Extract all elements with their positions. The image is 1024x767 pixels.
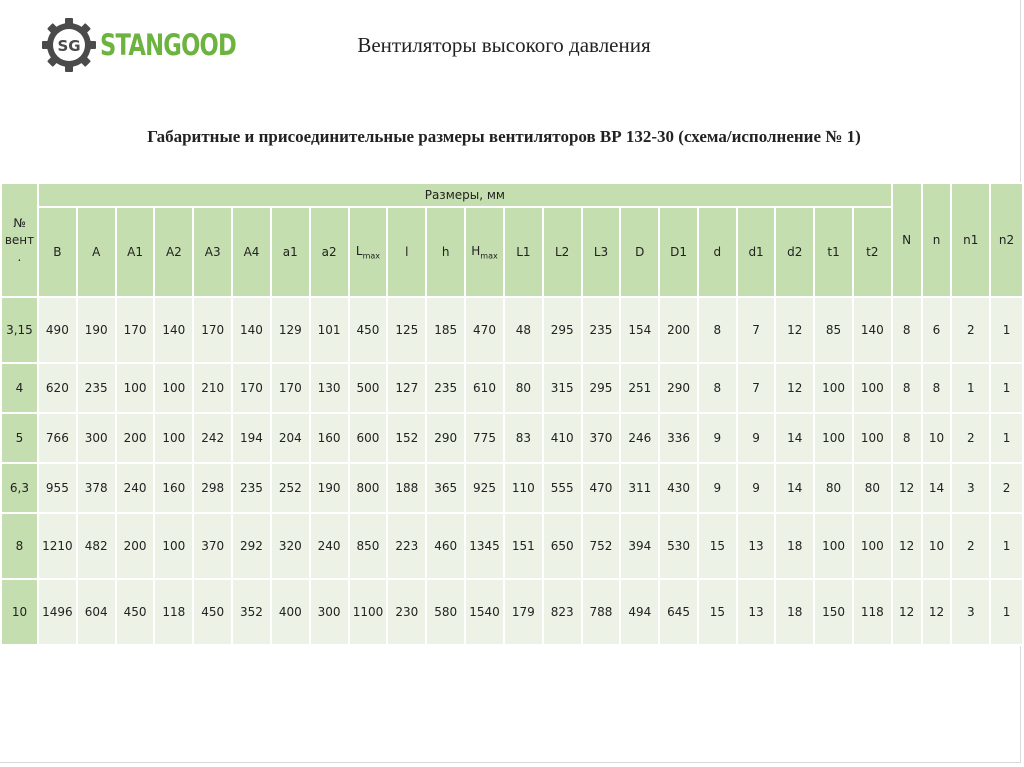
header-vent-number: № вент . xyxy=(1,183,38,297)
table-cell-extra: 12 xyxy=(892,463,922,513)
header-n1-2: n1 xyxy=(951,183,990,297)
table-cell: 300 xyxy=(77,413,116,463)
table-cell: 190 xyxy=(310,463,349,513)
table-cell: 188 xyxy=(387,463,426,513)
table-cell: 85 xyxy=(814,297,853,363)
table-cell: 160 xyxy=(310,413,349,463)
table-cell: 370 xyxy=(582,413,621,463)
table-cell: 788 xyxy=(582,579,621,645)
table-cell: 80 xyxy=(853,463,892,513)
table-cell: 14 xyxy=(775,413,814,463)
table-cell: 12 xyxy=(775,297,814,363)
table-cell: 620 xyxy=(38,363,77,413)
table-cell: 18 xyxy=(775,579,814,645)
header-col-label: t1 xyxy=(827,245,840,259)
header-col-label: A2 xyxy=(165,245,182,259)
table-cell-extra: 2 xyxy=(951,413,990,463)
header-row-group xyxy=(1,183,1023,207)
table-cell: 9 xyxy=(737,413,776,463)
table-cell: 151 xyxy=(504,513,543,579)
table-cell: 610 xyxy=(465,363,504,413)
table-cell: 80 xyxy=(814,463,853,513)
header-col-12 xyxy=(504,207,543,297)
header-col-20 xyxy=(814,207,853,297)
header-col-2 xyxy=(116,207,155,297)
table-cell: 235 xyxy=(426,363,465,413)
table-row xyxy=(1,297,1023,363)
header-col-9 xyxy=(387,207,426,297)
table-cell: 80 xyxy=(504,363,543,413)
table-cell: 955 xyxy=(38,463,77,513)
table-cell-extra: 2 xyxy=(990,463,1023,513)
table-cell: 100 xyxy=(814,363,853,413)
header-col-label: a1 xyxy=(282,245,298,259)
table-cell: 775 xyxy=(465,413,504,463)
table-cell: 100 xyxy=(853,363,892,413)
table-cell: 235 xyxy=(232,463,271,513)
table-cell: 140 xyxy=(154,297,193,363)
table-cell: 470 xyxy=(465,297,504,363)
table-cell: 460 xyxy=(426,513,465,579)
table-cell: 600 xyxy=(349,413,388,463)
table-cell: 290 xyxy=(659,363,698,413)
table-cell-extra: 8 xyxy=(892,413,922,463)
header-col-label: L2 xyxy=(555,245,570,259)
table-cell: 160 xyxy=(154,463,193,513)
table-cell: 290 xyxy=(426,413,465,463)
header-col-label: L1 xyxy=(516,245,531,259)
table-cell-extra: 10 xyxy=(922,513,952,579)
table-cell: 311 xyxy=(620,463,659,513)
table-cell: 320 xyxy=(271,513,310,579)
table-cell: 482 xyxy=(77,513,116,579)
table-cell: 352 xyxy=(232,579,271,645)
table-caption: Габаритные и присоединительные размеры вентиляторов ВР 132-30 (схема/исполнение № 1) xyxy=(147,127,861,146)
header-col-14 xyxy=(582,207,621,297)
table-cell: 252 xyxy=(271,463,310,513)
table-cell: 1540 xyxy=(465,579,504,645)
row-vent-number: 6,3 xyxy=(1,463,38,513)
table-cell: 555 xyxy=(543,463,582,513)
table-cell: 230 xyxy=(387,579,426,645)
table-cell: 490 xyxy=(38,297,77,363)
table-cell: 1496 xyxy=(38,579,77,645)
table-cell: 100 xyxy=(154,513,193,579)
table-cell: 240 xyxy=(310,513,349,579)
header-col-11 xyxy=(465,207,504,297)
table-cell: 200 xyxy=(116,513,155,579)
header-col-label: D1 xyxy=(670,245,688,259)
table-cell: 13 xyxy=(737,579,776,645)
page-title: Вентиляторы высокого давления xyxy=(357,33,651,57)
table-cell: 125 xyxy=(387,297,426,363)
table-cell: 315 xyxy=(543,363,582,413)
table-cell: 8 xyxy=(698,297,737,363)
header-col-1 xyxy=(77,207,116,297)
table-cell: 800 xyxy=(349,463,388,513)
table-cell-extra: 1 xyxy=(951,363,990,413)
table-cell: 152 xyxy=(387,413,426,463)
table-cell-extra: 8 xyxy=(892,363,922,413)
table-cell: 210 xyxy=(193,363,232,413)
table-cell: 766 xyxy=(38,413,77,463)
table-cell: 9 xyxy=(698,463,737,513)
header-col-label: d1 xyxy=(748,245,764,259)
header-col-7 xyxy=(310,207,349,297)
table-cell-extra: 12 xyxy=(922,579,952,645)
table-cell: 100 xyxy=(154,363,193,413)
table-cell: 9 xyxy=(698,413,737,463)
table-cell: 1100 xyxy=(349,579,388,645)
header-col-label: H xyxy=(471,243,481,258)
table-cell: 185 xyxy=(426,297,465,363)
row-vent-number: 4 xyxy=(1,363,38,413)
header-col-label: D xyxy=(635,245,645,259)
table-cell: 170 xyxy=(232,363,271,413)
header-col-subscript: max xyxy=(362,251,381,261)
header-col-label: L3 xyxy=(593,245,609,259)
table-cell: 150 xyxy=(814,579,853,645)
table-row xyxy=(1,363,1023,413)
table-cell: 292 xyxy=(232,513,271,579)
table-cell: 100 xyxy=(154,413,193,463)
table-cell: 204 xyxy=(271,413,310,463)
table-cell-extra: 1 xyxy=(990,297,1023,363)
table-cell: 100 xyxy=(853,413,892,463)
logo-name: STANGOOD xyxy=(100,28,236,62)
table-cell: 530 xyxy=(659,513,698,579)
table-cell-extra: 12 xyxy=(892,579,922,645)
table-cell-extra: 1 xyxy=(990,579,1023,645)
table-cell: 235 xyxy=(582,297,621,363)
table-cell: 604 xyxy=(77,579,116,645)
row-vent-number: 10 xyxy=(1,579,38,645)
table-cell: 7 xyxy=(737,297,776,363)
header-col-13 xyxy=(543,207,582,297)
header-col-label: l xyxy=(405,245,409,259)
logo-badge-text: SG xyxy=(57,37,81,55)
header-n-1: n xyxy=(922,183,952,297)
table-cell: 400 xyxy=(271,579,310,645)
table-cell: 118 xyxy=(853,579,892,645)
table-cell-extra: 2 xyxy=(951,297,990,363)
table-cell-extra: 14 xyxy=(922,463,952,513)
table-cell: 190 xyxy=(77,297,116,363)
row-vent-number: 5 xyxy=(1,413,38,463)
table-cell: 7 xyxy=(737,363,776,413)
table-cell: 650 xyxy=(543,513,582,579)
header-col-0 xyxy=(38,207,77,297)
table-row xyxy=(1,579,1023,645)
table-cell: 251 xyxy=(620,363,659,413)
table-cell: 200 xyxy=(659,297,698,363)
header-col-16 xyxy=(659,207,698,297)
table-cell-extra: 8 xyxy=(922,363,952,413)
header-col-10 xyxy=(426,207,465,297)
header-col-17 xyxy=(698,207,737,297)
table-cell: 430 xyxy=(659,463,698,513)
table-cell: 242 xyxy=(193,413,232,463)
table-row xyxy=(1,513,1023,579)
table-cell: 223 xyxy=(387,513,426,579)
table-cell: 300 xyxy=(310,579,349,645)
table-cell: 9 xyxy=(737,463,776,513)
header-col-label: A xyxy=(92,245,101,259)
table-cell: 118 xyxy=(154,579,193,645)
table-cell-extra: 3 xyxy=(951,579,990,645)
table-cell: 470 xyxy=(582,463,621,513)
table-cell: 240 xyxy=(116,463,155,513)
table-cell: 200 xyxy=(116,413,155,463)
table-cell: 14 xyxy=(775,463,814,513)
table-cell: 752 xyxy=(582,513,621,579)
table-cell: 127 xyxy=(387,363,426,413)
table-cell: 194 xyxy=(232,413,271,463)
table-cell: 8 xyxy=(698,363,737,413)
table-cell: 15 xyxy=(698,513,737,579)
header-col-label: A4 xyxy=(243,245,260,259)
table-cell-extra: 12 xyxy=(892,513,922,579)
header-col-label: d xyxy=(713,245,722,259)
table-cell: 154 xyxy=(620,297,659,363)
table-cell-extra: 2 xyxy=(951,513,990,579)
header-col-label: d2 xyxy=(787,245,803,259)
table-cell: 580 xyxy=(426,579,465,645)
table-cell: 394 xyxy=(620,513,659,579)
table-cell: 140 xyxy=(232,297,271,363)
table-cell: 298 xyxy=(193,463,232,513)
header-col-6 xyxy=(271,207,310,297)
table-cell: 850 xyxy=(349,513,388,579)
header-col-4 xyxy=(193,207,232,297)
table-cell: 336 xyxy=(659,413,698,463)
table-cell: 130 xyxy=(310,363,349,413)
row-vent-number: 3,15 xyxy=(1,297,38,363)
header-col-18 xyxy=(737,207,776,297)
table-cell: 179 xyxy=(504,579,543,645)
table-cell-extra: 6 xyxy=(922,297,952,363)
table-cell: 925 xyxy=(465,463,504,513)
header-col-label: a2 xyxy=(321,245,337,259)
table-cell: 12 xyxy=(775,363,814,413)
table-cell: 450 xyxy=(116,579,155,645)
table-row xyxy=(1,413,1023,463)
header-col-19 xyxy=(775,207,814,297)
header-col-label: A1 xyxy=(127,245,143,259)
table-cell: 1345 xyxy=(465,513,504,579)
table-cell: 645 xyxy=(659,579,698,645)
table-cell-extra: 10 xyxy=(922,413,952,463)
table-cell: 15 xyxy=(698,579,737,645)
table-cell: 235 xyxy=(77,363,116,413)
table-cell-extra: 1 xyxy=(990,513,1023,579)
table-cell: 100 xyxy=(814,413,853,463)
table-cell: 48 xyxy=(504,297,543,363)
row-vent-number: 8 xyxy=(1,513,38,579)
header-col-8 xyxy=(349,207,388,297)
table-cell: 170 xyxy=(193,297,232,363)
table-cell: 170 xyxy=(116,297,155,363)
header-n2-3: n2 xyxy=(990,183,1023,297)
header-col-subscript: max xyxy=(480,251,498,261)
table-cell: 370 xyxy=(193,513,232,579)
header-col-label: B xyxy=(53,245,62,259)
table-cell-extra: 8 xyxy=(892,297,922,363)
table-cell: 83 xyxy=(504,413,543,463)
table-cell: 18 xyxy=(775,513,814,579)
header-n-0: N xyxy=(892,183,922,297)
table-cell: 823 xyxy=(543,579,582,645)
table-cell: 365 xyxy=(426,463,465,513)
table-cell: 295 xyxy=(543,297,582,363)
table-cell-extra: 3 xyxy=(951,463,990,513)
header-sizes-mm: Размеры, мм xyxy=(38,183,892,207)
table-cell-extra: 1 xyxy=(990,413,1023,463)
table-cell: 100 xyxy=(116,363,155,413)
table-cell: 170 xyxy=(271,363,310,413)
dimensions-table xyxy=(0,182,1024,646)
table-cell: 450 xyxy=(193,579,232,645)
table-cell: 295 xyxy=(582,363,621,413)
table-cell: 246 xyxy=(620,413,659,463)
table-cell: 410 xyxy=(543,413,582,463)
table-cell: 13 xyxy=(737,513,776,579)
table-cell: 450 xyxy=(349,297,388,363)
header-col-15 xyxy=(620,207,659,297)
header-col-label: A3 xyxy=(204,245,221,259)
table-cell: 378 xyxy=(77,463,116,513)
table-cell: 100 xyxy=(853,513,892,579)
table-cell: 100 xyxy=(814,513,853,579)
header-col-label: L xyxy=(355,243,363,258)
table-cell: 500 xyxy=(349,363,388,413)
table-cell: 129 xyxy=(271,297,310,363)
header-row-columns xyxy=(1,207,1023,297)
table-cell: 494 xyxy=(620,579,659,645)
header-col-label: h xyxy=(441,245,450,259)
table-row xyxy=(1,463,1023,513)
table-cell: 101 xyxy=(310,297,349,363)
table-cell-extra: 1 xyxy=(990,363,1023,413)
header-col-5 xyxy=(232,207,271,297)
table-cell: 140 xyxy=(853,297,892,363)
header-col-3 xyxy=(154,207,193,297)
header-col-label: t2 xyxy=(866,245,879,259)
table-cell: 1210 xyxy=(38,513,77,579)
header-col-21 xyxy=(853,207,892,297)
table-cell: 110 xyxy=(504,463,543,513)
